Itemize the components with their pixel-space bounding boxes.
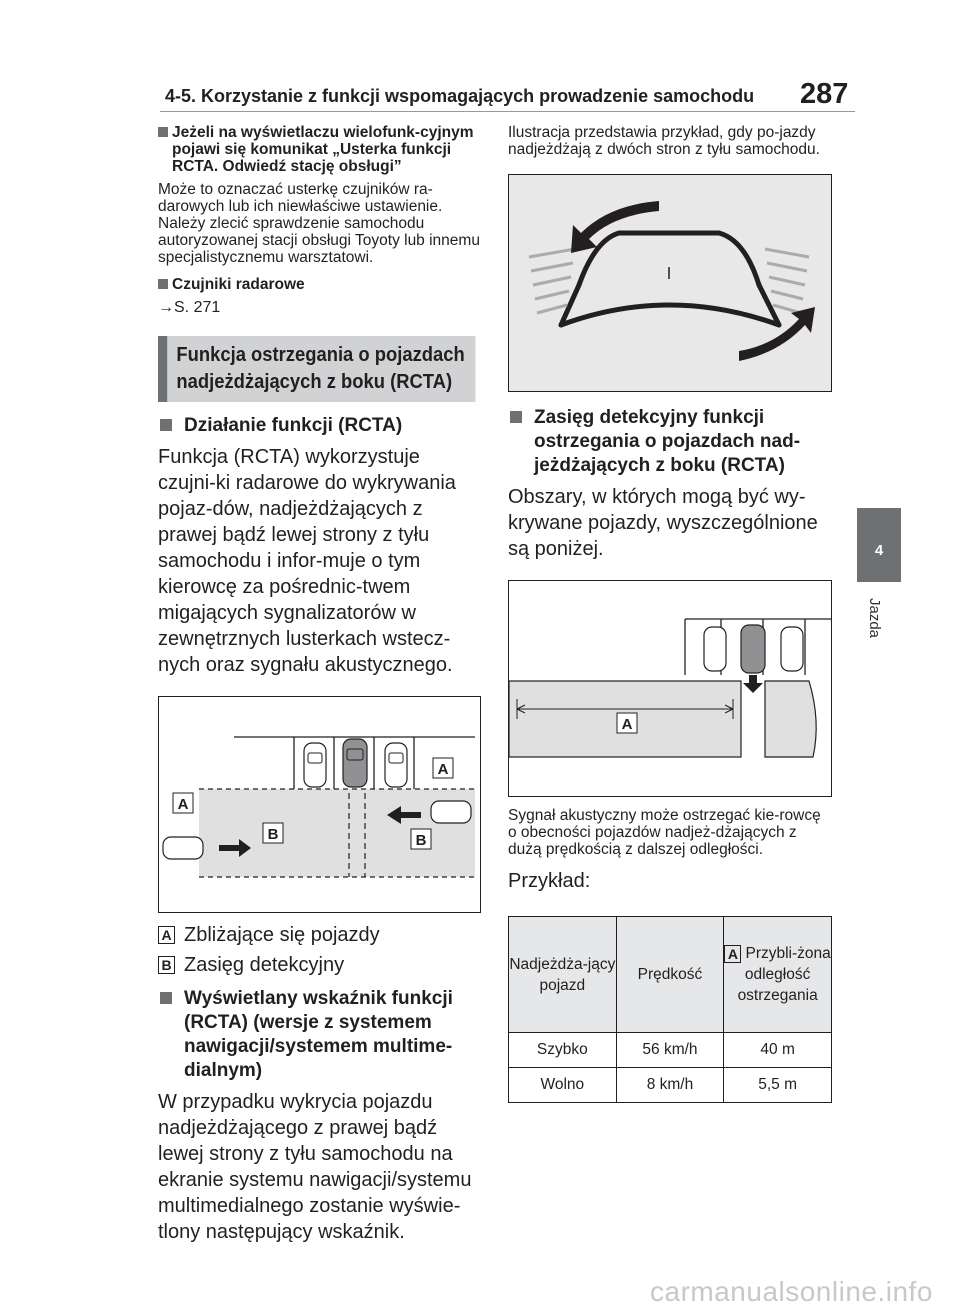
table-row	[509, 1033, 832, 1068]
table-cell: 56 km/h	[616, 1033, 724, 1068]
bullet-square-icon	[158, 127, 168, 137]
heading-rcta-operation: Działanie funkcji (RCTA)	[158, 414, 480, 438]
heading-rcta-indicator: Wyświetlany wskaźnik funkcji (RCTA) (wersje z systemem nawigacji/systemem multime-dialnym)	[158, 987, 480, 1083]
label-badge-a: A	[724, 945, 741, 963]
parking-diagram-illustration	[159, 697, 480, 912]
section-title-rcta: Funkcja ostrzegania o pojazdach nadjeżdżających z boku (RCTA)	[158, 336, 475, 402]
paragraph-detection-areas: Obszary, w których mogą być wy-krywane pojazdy, wyszczególnione są poniżej.	[508, 486, 818, 560]
paragraph-operation: Funkcja (RCTA) wykorzystuje czujni-ki radarowe do wykrywania pojaz-dów, nadjeżdżających z prawej bądź lewej strony z tyłu samochodu i infor-muje o tym kierowcę za pośrednic-twem migających sygnalizatorów w zewnętrznych lusterkach wstecz-nych oraz sygnału akustycznego.	[158, 446, 456, 676]
page-number: 287	[800, 78, 849, 110]
right-column	[508, 124, 833, 1103]
figure-label-a: A	[177, 796, 189, 813]
table-cell: 5,5 m	[724, 1068, 832, 1103]
bullet-square-icon	[160, 419, 172, 431]
table-header-distance: A Przybli-żona odległość ostrzegania	[724, 917, 832, 1033]
page-reference-link[interactable]: →S. 271	[158, 299, 221, 316]
paragraph-illustration-note: Ilustracja przedstawia przykład, gdy po-jazdy nadjeżdżają z dwóch stron z tyłu samochodu.	[508, 124, 820, 158]
bullet-square-icon	[160, 992, 172, 1004]
chapter-title: 4-5. Korzystanie z funkcji wspomagających prowadzenie samochodu	[165, 86, 755, 106]
heading-rcta-fault: Jeżeli na wyświetlaczu wielofunk-cyjnym pojawi się komunikat „Usterka funkcji RCTA. Odwiedź stację obsługi”	[158, 124, 480, 175]
rear-camera-indicator-illustration	[509, 175, 831, 391]
header-divider	[160, 111, 855, 112]
table-header-speed: Prędkość	[616, 917, 724, 1033]
bullet-square-icon	[158, 279, 168, 289]
figure-detection-range	[508, 580, 832, 797]
speed-distance-table	[508, 916, 832, 1103]
table-cell: 8 km/h	[616, 1068, 724, 1103]
figure-screen-indicator	[508, 174, 832, 392]
table-header-vehicle: Nadjeżdża-jący pojazd	[509, 917, 617, 1033]
table-header-row	[509, 917, 832, 1033]
figure-label-a: A	[621, 716, 633, 733]
heading-detection-range: Zasięg detekcyjny funkcji ostrzegania o pojazdach nad-jeżdżających z boku (RCTA)	[508, 406, 833, 478]
legend-item-a: A Zbliżające się pojazdy	[158, 921, 480, 949]
bullet-square-icon	[510, 411, 522, 423]
paragraph-fault: Może to oznaczać usterkę czujników ra-darowych lub ich niewłaściwe ustawienie. Należy zlecić sprawdzenie samochodu autoryzowanej stacji obsługi Toyoty lub innemu specjalistycznemu warsztatowi.	[158, 181, 480, 266]
paragraph-indicator: W przypadku wykrycia pojazdu nadjeżdżającego z prawej bądź lewej strony z tyłu samochodu na ekranie systemu nawigacji/systemu multimedialnego zostanie wyświe-tlony następujący wskaźnik.	[158, 1091, 472, 1243]
table-cell: 40 m	[724, 1033, 832, 1068]
table-cell: Szybko	[509, 1033, 617, 1068]
chapter-tab[interactable]: 4	[857, 508, 901, 582]
paragraph-long-range-warning: Sygnał akustyczny może ostrzegać kie-rowcę o obecności pojazdów nadjeż-dżających z dużą prędkością z dalszej odległości.	[508, 807, 821, 858]
heading-radar-sensors: Czujniki radarowe	[158, 276, 480, 293]
legend-item-b: B Zasięg detekcyjny	[158, 951, 480, 979]
table-cell: Wolno	[509, 1068, 617, 1103]
figure-label-a: A	[437, 761, 449, 778]
table-row	[509, 1068, 832, 1103]
figure-label-b: B	[415, 832, 427, 849]
paragraph-example: Przykład:	[508, 870, 591, 892]
detection-range-illustration	[509, 581, 831, 796]
left-column	[158, 124, 480, 1245]
chapter-tab-label: Jazda	[866, 598, 883, 639]
figure-parking-detection	[158, 696, 481, 913]
figure-label-b: B	[267, 826, 279, 843]
figure-legend	[158, 921, 480, 979]
watermark: carmanualsonline.info	[650, 1276, 933, 1307]
